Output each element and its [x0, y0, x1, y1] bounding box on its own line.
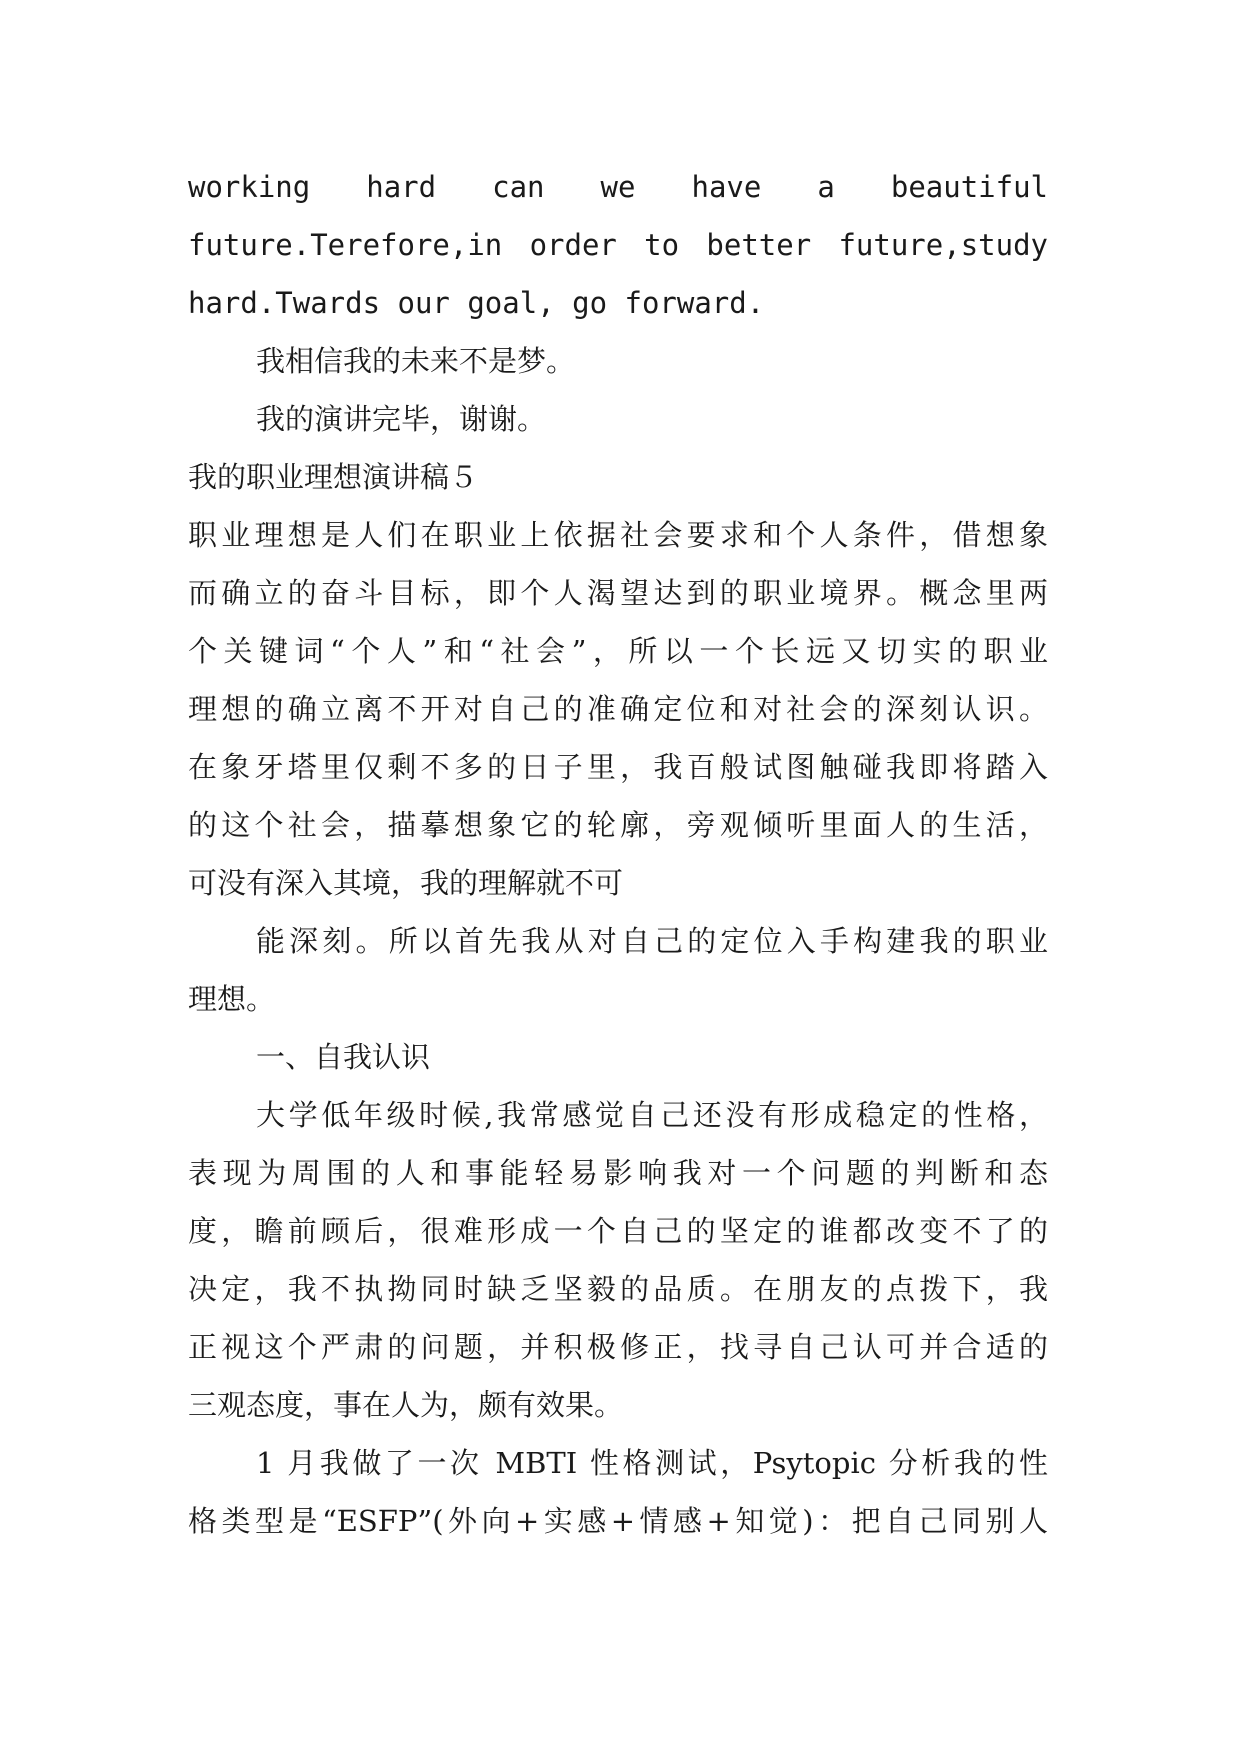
- section-heading: 我的职业理想演讲稿５: [188, 460, 479, 494]
- text-line: 我相信我的未来不是梦。: [256, 344, 576, 378]
- text-line: 可没有深入其境，我的理解就不可: [188, 866, 624, 900]
- text-line: 1 月我做了一次 MBTI 性格测试，Psytopic 分析我的性: [256, 1446, 1048, 1480]
- text-line: 三观态度，事在人为，颇有效果。: [188, 1388, 624, 1422]
- text-line: 表现为周围的人和事能轻易影响我对一个问题的判断和态: [188, 1156, 1048, 1190]
- document-page: [188, 158, 1048, 1550]
- text-line: 的这个社会，描摹想象它的轮廓，旁观倾听里面人的生活，: [188, 808, 1048, 842]
- text-line: 在象牙塔里仅剩不多的日子里，我百般试图触碰我即将踏入: [188, 750, 1048, 784]
- text-line: 个关键词“个人”和“社会”，所以一个长远又切实的职业: [188, 634, 1048, 668]
- text-line: 大学低年级时候,我常感觉自己还没有形成稳定的性格，: [256, 1098, 1048, 1132]
- text-line: 理想的确立离不开对自己的准确定位和对社会的深刻认识。: [188, 692, 1048, 726]
- text-line: 职业理想是人们在职业上依据社会要求和个人条件，借想象: [188, 518, 1048, 552]
- text-line: hard.Twards our goal, go forward.: [188, 286, 765, 320]
- text-line: 理想。: [188, 982, 276, 1016]
- text-line: 能深刻。所以首先我从对自己的定位入手构建我的职业: [256, 924, 1048, 958]
- text-line: future.Terefore,in order to better future,study: [188, 228, 1048, 262]
- text-line: working hard can we have a beautiful: [188, 170, 1048, 204]
- text-line: 度，瞻前顾后，很难形成一个自己的坚定的谁都改变不了的: [188, 1214, 1048, 1248]
- text-line: 而确立的奋斗目标，即个人渴望达到的职业境界。概念里两: [188, 576, 1048, 610]
- text-line: 正视这个严肃的问题，并积极修正，找寻自己认可并合适的: [188, 1330, 1048, 1364]
- text-line: 决定，我不执拗同时缺乏坚毅的品质。在朋友的点拨下，我: [188, 1272, 1048, 1306]
- subheading: 一、自我认识: [256, 1040, 431, 1074]
- text-line: 我的演讲完毕，谢谢。: [256, 402, 547, 436]
- text-line: 格类型是“ESFP”(外向+实感+情感+知觉)：把自己同别人: [188, 1504, 1048, 1538]
